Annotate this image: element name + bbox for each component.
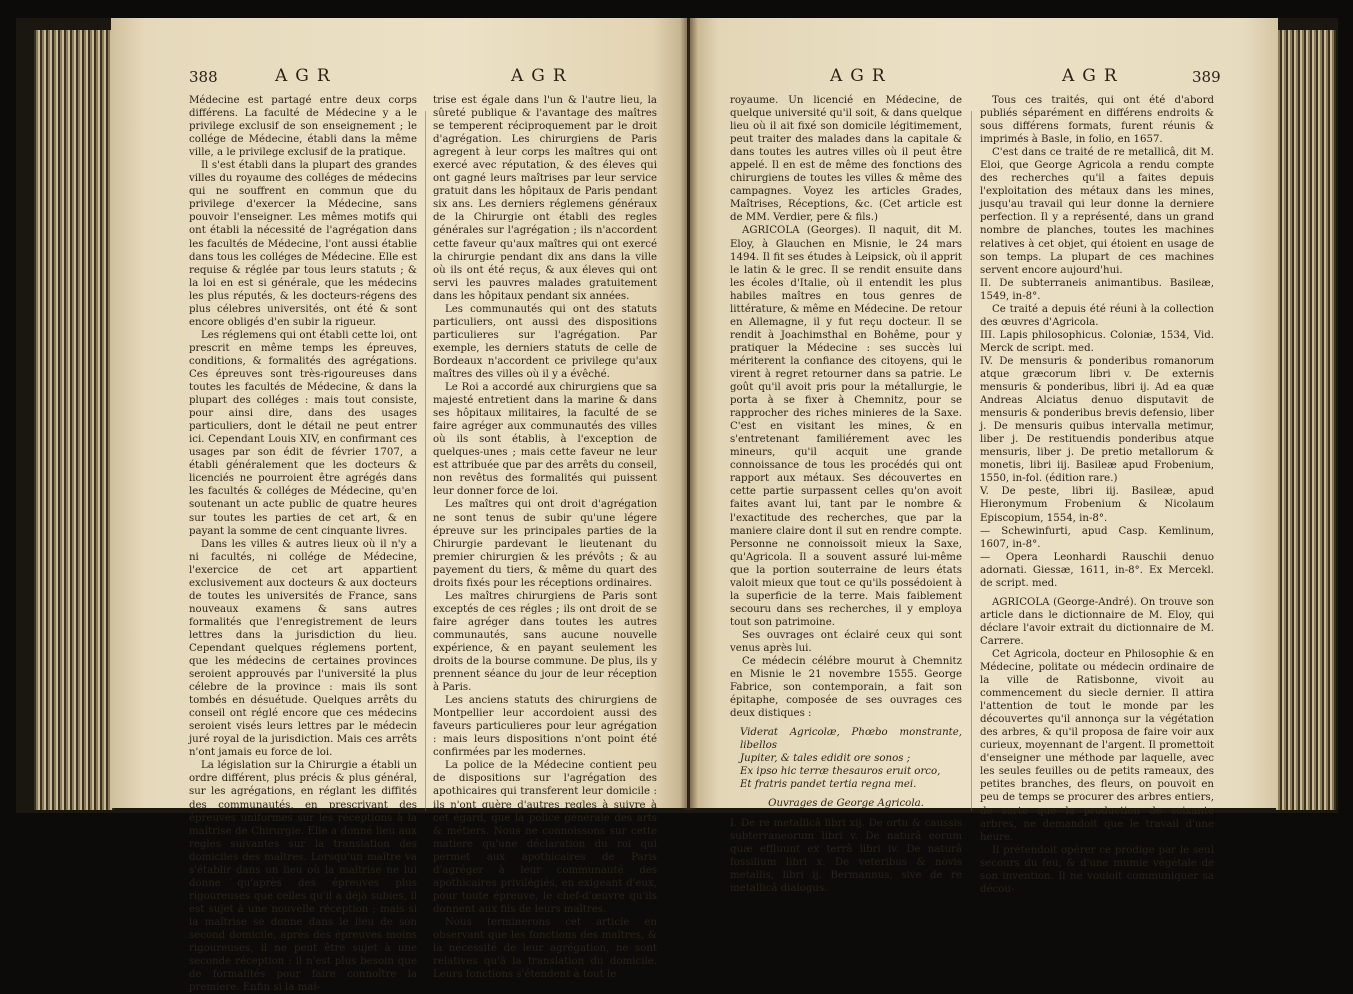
right-page-edges [1276, 30, 1336, 810]
paragraph: I. De re metallicâ libri xij. De ortu & caussis subterraneorum libri v. De naturâ eorum quæ effluunt ex terrâ libri iv. De naturâ fossilium libri x. De veteribus & novis metallis, libri ij. Bermannus, sive de re metallicâ dialogus. [730, 817, 962, 894]
paragraph: Médecine est partagé entre deux corps différens. La faculté de Médecine y a le privilege exclusif de son enseignement ; le collége de Médecine, établi dans la même ville, a le privilege exclusif de la pratique. [189, 95, 417, 159]
paragraph: Ses ouvrages ont éclairé ceux qui sont venus après lui. [730, 629, 962, 654]
text-column-2 [433, 94, 657, 981]
page-number: 389 [1192, 68, 1221, 86]
text-column-1 [189, 94, 417, 994]
running-head-left: AGR [275, 66, 338, 86]
left-page [111, 18, 687, 994]
right-page [690, 18, 1278, 895]
paragraph: Les réglemens qui ont établi cette loi, ont prescrit en même temps les épreuves, conditions, & formalités des agrégations. Ces épreuves sont très-rigoureuses dans toutes les facultés de Médecine, & dans la plupart des colléges : mais tout consiste, pour ainsi dire, dans des usages particuliers, dont le détail ne peut entrer ici. Cependant Louis XIV, en confirmant ces usages par son édit de février 1707, a établi généralement que les docteurs & licenciés ne pourroient être agrégés dans les facultés & colléges de Médecine, qu'en soutenant un acte public de quatre heures sur toutes les parties de cet art, & en payant la somme de cent cinquante livres. [189, 329, 417, 537]
running-head-right: AGR [1062, 66, 1125, 86]
book-spread [16, 18, 1338, 994]
paragraph: Les maîtres qui ont droit d'agrégation ne sont tenus de subir qu'une légere épreuve sur les principales parties de la Chirurgie pardevant le lieutenant du premier chirurgien & les prévôts ; & au payement du tiers, & même du quart des droits fixés pour les réceptions ordinaires. [433, 499, 657, 589]
paragraph: Ce médecin célébre mourut à Chemnitz en Misnie le 21 novembre 1555. George Fabrice, son contemporain, a fait son épitaphe, composée de ses ouvrages ces deux distiques : [730, 656, 962, 720]
verse-line: Viderat Agricolæ, Phœbo monstrante, libellos [740, 727, 962, 752]
paragraph: Dans les villes & autres lieux où il n'y a ni facultés, ni collége de Médecine, l'exercice de cet art appartient exclusivement aux docteurs & aux docteurs de toutes les universités de France, sans nouveaux examens & sans autres formalités que l'enregistrement de leurs lettres dans la jurisdiction du lieu. Cependant quelques réglemens portent, que les médecins de certaines provinces seroient approuvés par l'université la plus célebre de la province : mais ils sont tombés en désuétude. Quelques arrêts du conseil ont réglé encore que ces médecins seroient visés leurs lettres par le médecin juré royal de la jurisdiction. Mais ces arrêts n'ont jamais eu force de loi. [189, 538, 417, 759]
running-head-right: AGR [511, 66, 574, 86]
book-gutter [680, 18, 698, 810]
paragraph: La législation sur la Chirurgie a établi un ordre différent, plus précis & plus général, sur les agrégations, en réglant les diffités des communautés, en prescrivant des épreuves uniformes sur les réceptions à la maîtrise de Chirurgie. Elle a donné lieu aux regles suivantes sur la translation des domiciles des maîtres. Lorsqu'un maître va s'établir dans un lieu où la maîtrise ne lui donne qu'après des épreuves plus rigoureuses que celles qu'il a déjà subies, il est sujet à une nouvelle réception ; mais si la maîtrise se donne dans le lieu de son second domicile, après des épreuves moins rigoureuses, il ne peut être sujet à une seconde réception : il n'est plus besoin que de formalités pour faire connoître la premiere. Enfin si la maî- [189, 760, 417, 994]
paragraph: Ce traité a depuis été réuni à la collection des œuvres d'Agricola. [980, 303, 1214, 328]
paragraph: Nous terminerons cet article en observant que les fonctions des maîtres, & la nécessité de leur agrégation, ne sont relatives qu'à la translation du domicile. Leurs fonctions s'étendent à tout le [433, 916, 657, 981]
column-rule [971, 111, 972, 811]
running-head-left: AGR [830, 66, 893, 86]
text-column-2 [980, 94, 1214, 896]
paragraph: La police de la Médecine contient peu de dispositions sur l'agrégation des apothicaires qui transferent leur domicile : ils n'ont guère d'autres regles à suivre à cet égard, que la police générale des arts & métiers. Nous ne connoissons sur cette matiere qu'une déclaration du roi qui permet aux apothicaires de Paris d'agréger à leur communauté des apothicaires privilégiés, en exigeant d'eux, pour toute épreuve, le chef-d'œuvre qu'ils donnent aux fils de leurs maîtres. [433, 760, 657, 915]
paragraph: royaume. Un licencié en Médecine, de quelque université qu'il soit, & dans quelque lieu où il ait fixé son domicile légitimement, peut traiter des malades dans la capitale & dans toutes les autres villes où il peut être appelé. Il en est de même des fonctions des chirurgiens de toutes les villes & même des campagnes. Voyez les articles Grades, Maîtrises, Réceptions, &c. (Cet article est de MM. Verdier, pere & fils.) [730, 95, 962, 224]
left-page-edges [34, 30, 114, 810]
paragraph: Tous ces traités, qui ont été d'abord publiés séparément en différens endroits & sous différens formats, furent réunis & imprimés à Basle, in folio, en 1657. [980, 95, 1214, 146]
paragraph: Les anciens statuts des chirurgiens de Montpellier leur accordoient aussi des faveurs particulieres pour leur agrégation : mais leurs dispositions n'ont point été confirmées par les modernes. [433, 695, 657, 759]
paragraph: Le Roi a accordé aux chirurgiens que sa majesté entretient dans la marine & dans ses hôpitaux militaires, la faculté de se faire agréger aux communautés des villes où ils sont établis, à l'exception de quelques-unes ; mais cette faveur ne leur est attribuée que par des arrêts du conseil, non revêtus des formalités qui puissent leur donner force de loi. [433, 382, 657, 498]
paragraph: AGRICOLA (Georges). Il naquit, dit M. Eloy, à Glauchen en Misnie, le 24 mars 1494. Il fit ses études à Leipsick, où il apprit le latin & le grec. Il se rendit ensuite dans les écoles d'Italie, où il entendit les plus habiles maîtres en tous genres de littérature, & même en Médecine. De retour en Allemagne, il y fut reçu docteur. Il se rendit à Joachimsthal en Bohême, pour y pratiquer la Médecine : ses succès lui mériterent la confiance des citoyens, qui le virent à regret retourner dans sa patrie. Le goût qu'il avoit pris pour la métallurgie, le porta à se fixer à Chemnitz, pour se rapprocher des riches minieres de la Saxe. C'est en visitant les mines, & en s'entretenant familiérement avec les mineurs, qu'il acquit une grande connoissance de tous les procédés qui ont rapport aux métaux. Ses découvertes en cette partie surpassent celles qu'on avoit faites avant lui, tant par le nombre & l'exactitude des recherches, que par la maniere claire dont il sut en rendre compte. Personne ne connoissoit mieux la Saxe, qu'Agricola. Il a souvent assuré lui-même que la portion souterraine de leurs états valoit mieux que tout ce qu'ils possédoient à la superficie de la terre. Mais faiblement secouru dans ses recherches, il y employa tout son patrimoine. [730, 225, 962, 628]
text-column-1 [730, 94, 962, 895]
paragraph: C'est dans ce traité de re metallicâ, dit M. Eloi, que George Agricola a rendu compte des recherches qu'il a faites depuis l'exploitation des métaux dans les mines, jusqu'au travail qui leur donne la derniere perfection. Il y a représenté, dans un grand nombre de planches, toutes les machines relatives à cet objet, qui étoient en usage de son temps. La plupart de ces machines servent encore aujourd'hui. [980, 147, 1214, 276]
verse-line: Jupiter, & tales edidit ore sonos ; [740, 753, 911, 765]
paragraph: Les maîtres chirurgiens de Paris sont exceptés de ces régles ; ils ont droit de se faire agréger dans toutes les autres communautés, sans aucune nouvelle expérience, & en payant seulement les droits de la bourse commune. De plus, ils y prennent séance du jour de leur réception à Paris. [433, 590, 657, 694]
paragraph: III. Lapis philosophicus. Coloniæ, 1534, Vid. Merck de script. med. [980, 329, 1214, 354]
paragraph: Cet Agricola, docteur en Philosophie & en Médecine, politate ou médecin ordinaire de la ville de Ratisbonne, vivoit au commencement du siecle dernier. Il attira l'attention de tout le monde par les découvertes qu'il annonça sur la végétation des arbres, & qu'il proposa de faire voir aux curieux, moyennant de l'argent. Il promettoit d'enseigner une méthode par laquelle, avec les seules feuilles ou de petits rameaux, des petites branches, des fleurs, on pouvoit en peu de temps se procurer des arbres entiers, de sorte que la production de soixante arbres, ne demandoit que le travail d'une heure. [980, 648, 1214, 843]
paragraph: AGRICOLA (George-André). On trouve son article dans le dictionnaire de M. Eloy, qui déclare l'avoir extrait du dictionnaire de M. Carrere. [980, 596, 1214, 647]
paragraph: Il prétendoit opérer ce prodige par le seul secours du feu, & d'une mumie végétale de son invention. Il ne vouloit communiquer sa décou- [980, 844, 1214, 895]
paragraph: Les communautés qui ont des statuts particuliers, ont aussi des dispositions particulieres sur l'agrégation. Par exemple, les derniers statuts de celle de Bordeaux n'accordent ce privilege qu'aux maîtres des villes où il y a évêché. [433, 303, 657, 380]
paragraph: trise est égale dans l'un & l'autre lieu, la sûreté publique & l'avantage des maîtres se temperent réciproquement par le droit d'agrégation. Les chirurgiens de Paris agregent à leur corps les maîtres qui ont exercé avec réputation, & des éleves qui ont gagné leurs maîtrises par leur service gratuit dans les hôpitaux de Paris pendant six ans. Les derniers réglemens généraux de la Chirurgie ont établi des regles générales sur l'agrégation ; ils n'accordent cette faveur qu'aux maîtres qui ont exercé la chirurgie pendant dix ans dans la ville où ils ont été reçus, & aux éleves qui ont servi les pauvres malades gratuitement dans les hôpitaux pendant six années. [433, 95, 657, 302]
verse-line: Et fratris pandet tertia regna mei. [740, 779, 917, 791]
paragraph: Il s'est établi dans la plupart des grandes villes du royaume des colléges de médecins qui ne souffrent en commun que du privilege d'exercer la Médecine, sans pouvoir l'enseigner. Les mêmes motifs qui ont établi la nécessité de l'agrégation dans les facultés de Médecine, l'ont aussi établie dans tous les colléges de Médecine. Elle est requise & réglée par tous leurs statuts ; & la loi en est si générale, que les médecins les plus réputés, & les docteurs-régens des plus célebres universités, ont été & sont encore obligés d'en subir la rigueur. [189, 160, 417, 328]
paragraph: — Opera Leonhardi Rauschii denuo adornati. Giessæ, 1611, in-8°. Ex Mercekl. de script. med. [980, 551, 1214, 589]
paragraph: V. De peste, libri iij. Basileæ, apud Hieronymum Frobenium & Nicolaum Episcopium, 1554, in-8°. [980, 486, 1214, 524]
page-number: 388 [189, 68, 218, 86]
column-rule [425, 111, 426, 811]
paragraph: II. De subterraneis animantibus. Basileæ, 1549, in-8°. [980, 277, 1214, 302]
paragraph: IV. De mensuris & ponderibus romanorum atque græcorum libri v. De externis mensuris & ponderibus, libri ij. Ad ea quæ Andreas Alciatus denuo disputavit de mensuris & ponderibus brevis defensio, liber j. De mensuris quibus intervalla metimur, liber j. De restituendis ponderibus atque mensuris, liber j. De pretio metallorum & monetis, libri iij. Basileæ apud Frobenium, 1550, in-fol. (édition rare.) [980, 355, 1214, 485]
paragraph: — Schewinfurti, apud Casp. Kemlinum, 1607, in-8°. [980, 525, 1214, 550]
works-heading: Ouvrages de George Agricola. [768, 798, 924, 810]
verse-line: Ex ipso hic terræ thesauros eruit orco, [740, 766, 941, 778]
